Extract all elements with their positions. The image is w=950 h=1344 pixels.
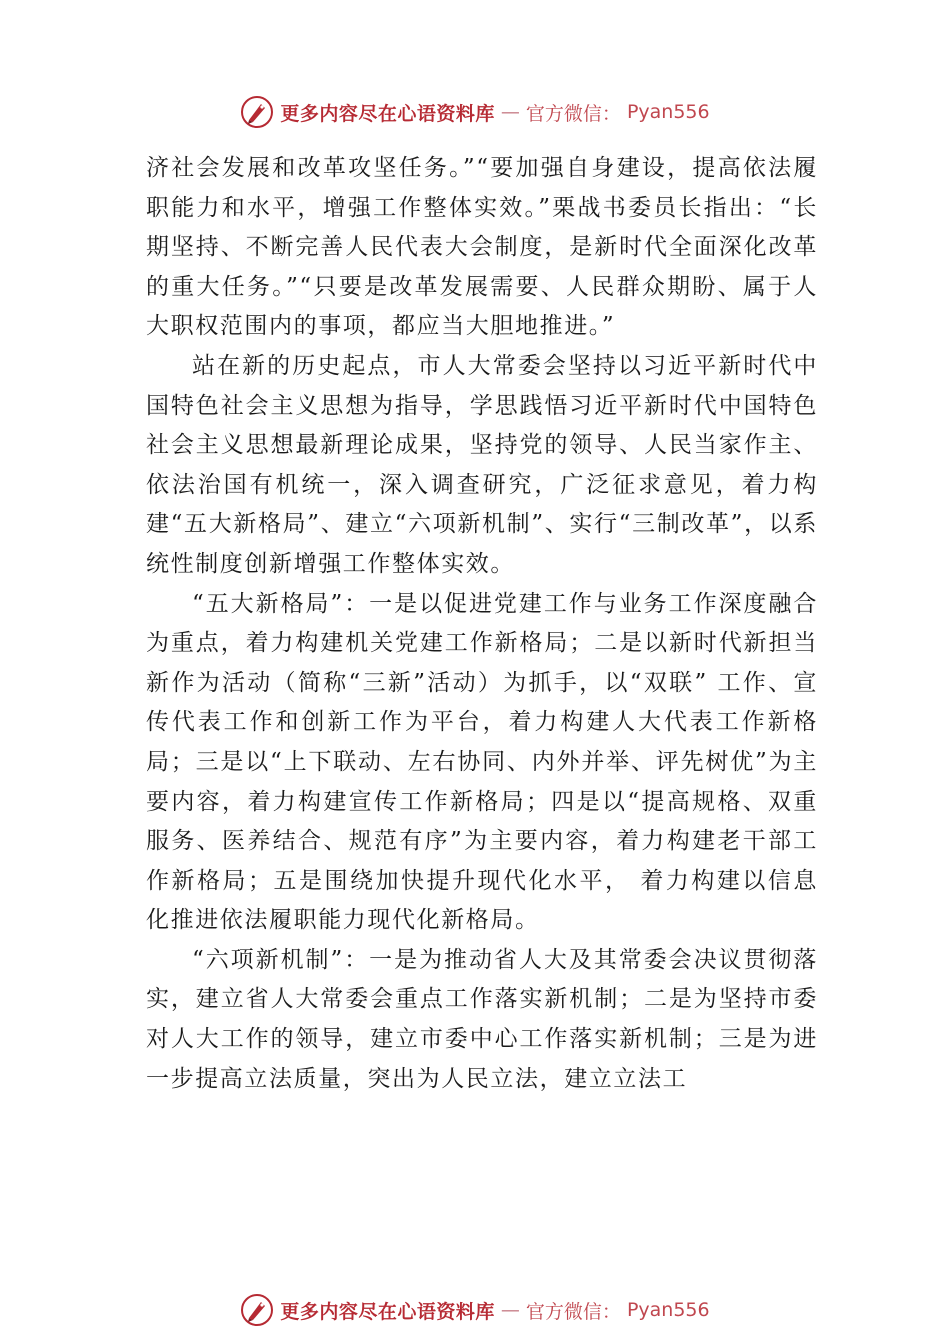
banner-wechat-label: 官方微信： <box>525 1300 621 1323</box>
banner-wechat-label: 官方微信： <box>525 102 621 125</box>
document-body <box>146 149 818 1099</box>
banner-separator: — <box>500 1299 520 1321</box>
banner-wechat-id: Pyan556 <box>626 1299 710 1321</box>
pen-nib-logo-icon <box>240 1293 274 1327</box>
banner-title: 更多内容尽在心语资料库 <box>280 1300 495 1323</box>
header-banner <box>0 92 950 132</box>
footer-banner <box>0 1290 950 1330</box>
banner-separator: — <box>500 101 520 123</box>
banner-wechat-id: Pyan556 <box>626 101 710 123</box>
paragraph-3: “五大新格局”：一是以促进党建工作与业务工作深度融合为重点，着力构建机关党建工作新格局；二是以新时代新担当新作为活动（简称“三新”活动）为抓手，以“双联” 工作、宣传代表工作和创新工作为平台，着力构建人大代表工作新格局；三是以“上下联动、左右协同、内外并举、评先树优”为主要内容，着力构建宣传工作新格局；四是以“提高规格、双重服务、医养结合、规范有序”为主要内容，着力构建老干部工作新格局；五是围绕加快提升现代化水平， 着力构建以信息化推进依法履职能力现代化新格局。 <box>146 590 818 934</box>
paragraph-4: “六项新机制”：一是为推动省人大及其常委会决议贯彻落实，建立省人大常委会重点工作落实新机制；二是为坚持市委对人大工作的领导，建立市委中心工作落实新机制；三是为进一步提高立法质量，突出为人民立法，建立立法工 <box>146 946 818 1092</box>
paragraph-2: 站在新的历史起点，市人大常委会坚持以习近平新时代中国特色社会主义思想为指导，学思践悟习近平新时代中国特色社会主义思想最新理论成果，坚持党的领导、人民当家作主、依法治国有机统一，深入调查研究，广泛征求意见，着力构建“五大新格局”、建立“六项新机制”、实行“三制改革”，以系统性制度创新增强工作整体实效。 <box>146 352 818 577</box>
paragraph-1: 济社会发展和改革攻坚任务。”“要加强自身建设，提高依法履职能力和水平，增强工作整体实效。”栗战书委员长指出：“长期坚持、不断完善人民代表大会制度，是新时代全面深化改革的重大任务。”“只要是改革发展需要、人民群众期盼、属于人大职权范围内的事项，都应当大胆地推进。” <box>146 155 818 340</box>
pen-nib-logo-icon <box>240 95 274 129</box>
banner-title: 更多内容尽在心语资料库 <box>280 102 495 125</box>
